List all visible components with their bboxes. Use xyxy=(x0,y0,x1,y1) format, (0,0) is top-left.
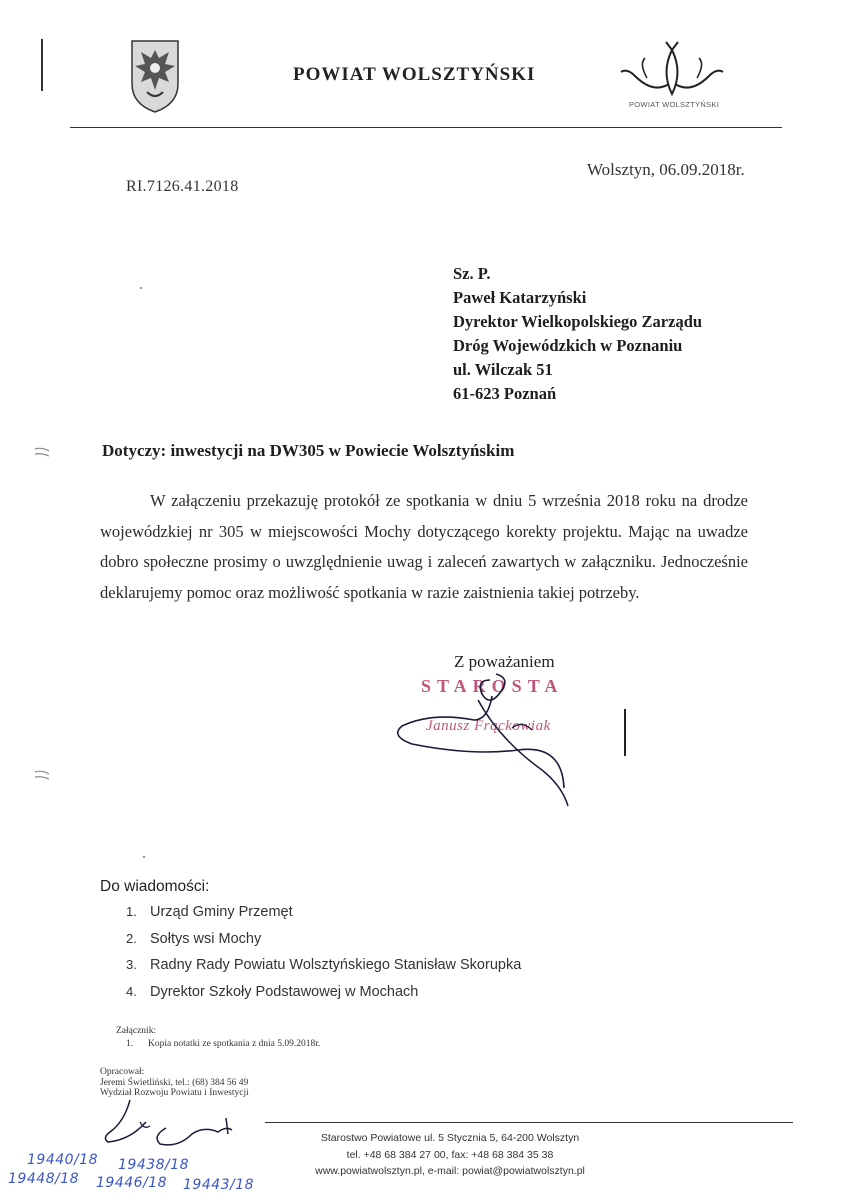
prepared-name: Jeremi Świetliński, tel.: (68) 384 56 49 xyxy=(100,1077,249,1088)
logo-caption: POWIAT WOLSZTYŃSKI xyxy=(629,100,720,109)
addressee-line: Paweł Katarzyński xyxy=(453,288,587,307)
margin-mark xyxy=(624,709,626,756)
attachment-text: Kopia notatki ze spotkania z dnia 5.09.2018r. xyxy=(148,1039,321,1049)
list-item xyxy=(126,957,521,984)
addressee-block xyxy=(453,262,702,406)
list-item xyxy=(126,904,521,931)
footer-divider xyxy=(265,1122,793,1123)
scan-speck xyxy=(140,287,142,289)
list-item-number: 4. xyxy=(126,983,137,999)
list-item-text: Dyrektor Szkoły Podstawowej w Mochach xyxy=(150,983,419,1000)
list-item-text: Urząd Gminy Przemęt xyxy=(150,904,293,920)
body-paragraph: W załączeniu przekazuję protokół ze spotkania w dniu 5 września 2018 roku na drodze wojewódzkiej nr 305 w miejscowości Mochy dotyczącego korekty projektu. Mając na uwadze dobro społeczne prosimy o uwzględnienie uwag i zaleceń zawartych w załączniku. Jednocześnie deklarujemy pomoc oraz możliwość spotkania w razie zaistnienia takiej potrzeby. xyxy=(100,491,748,602)
list-item xyxy=(126,931,521,958)
handwritten-number: 19440/18 xyxy=(27,1152,99,1168)
attachment-block xyxy=(116,1025,320,1051)
handwritten-number: 19446/18 xyxy=(96,1175,168,1191)
closing-greeting: Z poważaniem xyxy=(454,652,555,671)
eagle-crest-icon xyxy=(129,38,181,114)
footer-phone: tel. +48 68 384 27 00, fax: +48 68 384 35 38 xyxy=(346,1148,554,1161)
margin-mark xyxy=(41,39,43,91)
scan-speck xyxy=(143,856,145,858)
footer-web: www.powiatwolsztyn.pl, e-mail: powiat@powiatwolsztyn.pl xyxy=(315,1165,585,1177)
cc-list xyxy=(126,904,521,1010)
addressee-line: Dróg Wojewódzkich w Poznaniu xyxy=(453,336,683,355)
list-item xyxy=(126,984,521,1011)
header-title: POWIAT WOLSZTYŃSKI xyxy=(293,64,536,85)
footer-address: Starostwo Powiatowe ul. 5 Stycznia 5, 64-200 Wolsztyn xyxy=(320,1132,580,1144)
list-item-number: 1. xyxy=(126,904,137,919)
list-item-number: 2. xyxy=(126,930,137,946)
place-date: Wolsztyn, 06.09.2018r. xyxy=(587,160,745,179)
attachment-item xyxy=(116,1038,320,1051)
attachment-label: Załącznik: xyxy=(116,1026,157,1036)
addressee-line: ul. Wilczak 51 xyxy=(453,360,553,379)
handwritten-number: 19438/18 xyxy=(118,1157,190,1173)
stamp-name: Janusz Frąckowiak xyxy=(426,718,551,734)
subject-line: Dotyczy: inwestycji na DW305 w Powiecie Wolsztyńskim xyxy=(102,441,515,460)
handwritten-initials xyxy=(100,1092,240,1154)
handwritten-number: 19443/18 xyxy=(183,1177,255,1193)
list-item-text: Sołtys wsi Mochy xyxy=(150,930,262,947)
footer-contact xyxy=(270,1130,630,1180)
cc-heading: Do wiadomości: xyxy=(100,878,210,895)
addressee-line: Dyrektor Wielkopolskiego Zarządu xyxy=(453,312,703,331)
binder-punch-mark xyxy=(33,445,51,461)
addressee-line: Sz. P. xyxy=(453,264,491,283)
reference-number: RI.7126.41.2018 xyxy=(126,178,239,195)
attachment-number: 1. xyxy=(126,1039,134,1049)
handwritten-number: 19448/18 xyxy=(8,1171,80,1187)
prepared-label: Opracował: xyxy=(100,1067,145,1077)
letter-body xyxy=(100,486,748,608)
stamp-title: STAROSTA xyxy=(421,676,564,696)
list-item-number: 3. xyxy=(126,957,137,972)
list-item-text: Radny Rady Powiatu Wolsztyńskiego Stanisław Skorupka xyxy=(150,957,522,973)
handwritten-signature xyxy=(392,660,582,810)
binder-punch-mark xyxy=(33,768,51,784)
prepared-department: Wydział Rozwoju Powiatu i Inwestycji xyxy=(100,1088,249,1098)
addressee-line: 61-623 Poznań xyxy=(453,384,557,403)
header-divider xyxy=(70,127,782,128)
